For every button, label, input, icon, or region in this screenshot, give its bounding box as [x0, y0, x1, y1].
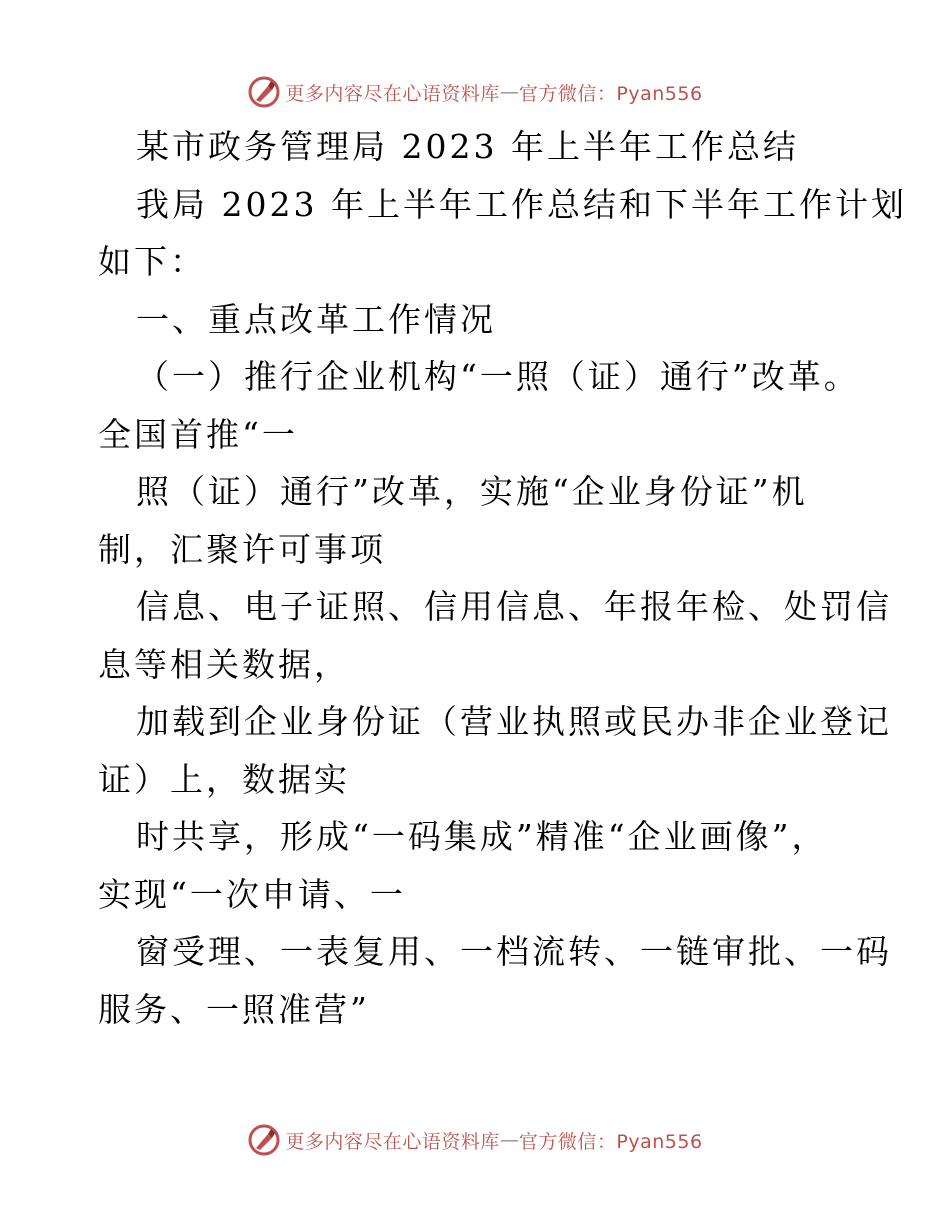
paragraph-line: 如下： — [98, 242, 206, 281]
paragraph-line: 照（证）通行”改革，实施“企业身份证”机 — [136, 472, 808, 511]
paragraph-line: （一）推行企业机构“一照（证）通行”改革。 — [136, 357, 860, 396]
paragraph-line: 时共享，形成“一码集成”精准“企业画像”， — [136, 817, 828, 856]
pen-logo-icon — [247, 75, 281, 109]
paragraph-line: 实现“一次申请、一 — [98, 874, 406, 914]
paragraph-line: 服务、一照准营” — [98, 989, 370, 1029]
paragraph-line: 加载到企业身份证（营业执照或民办非企业登记 — [136, 702, 892, 741]
watermark-dash: — — [499, 81, 519, 103]
paragraph-line: 制，汇聚许可事项 — [98, 529, 386, 569]
footer-watermark — [0, 1120, 950, 1160]
paragraph-line: 息等相关数据， — [98, 644, 350, 684]
paragraph-line: 信息、电子证照、信用信息、年报年检、处罚信 — [136, 587, 892, 626]
pen-logo-icon — [247, 1123, 281, 1157]
paragraph-line: 一、重点改革工作情况 — [136, 299, 496, 339]
paragraph-line: 全国首推“一 — [98, 414, 298, 454]
paragraph-line: 我局 2023 年上半年工作总结和下半年工作计划 — [136, 184, 907, 224]
header-watermark — [0, 72, 950, 112]
document-title: 某市政务管理局 2023 年上半年工作总结 — [136, 127, 799, 166]
document-body — [98, 118, 907, 1038]
paragraph-line: 窗受理、一表复用、一档流转、一链审批、一码 — [136, 932, 892, 971]
watermark-site-text: 更多内容尽在心语资料库 — [285, 1130, 500, 1153]
watermark-site-text: 更多内容尽在心语资料库 — [285, 82, 500, 105]
watermark-wechat-text: 官方微信：Pyan556 — [518, 82, 703, 105]
watermark-wechat-text: 官方微信：Pyan556 — [518, 1130, 703, 1153]
watermark-dash: — — [499, 1129, 519, 1151]
paragraph-line: 证）上，数据实 — [98, 759, 350, 799]
